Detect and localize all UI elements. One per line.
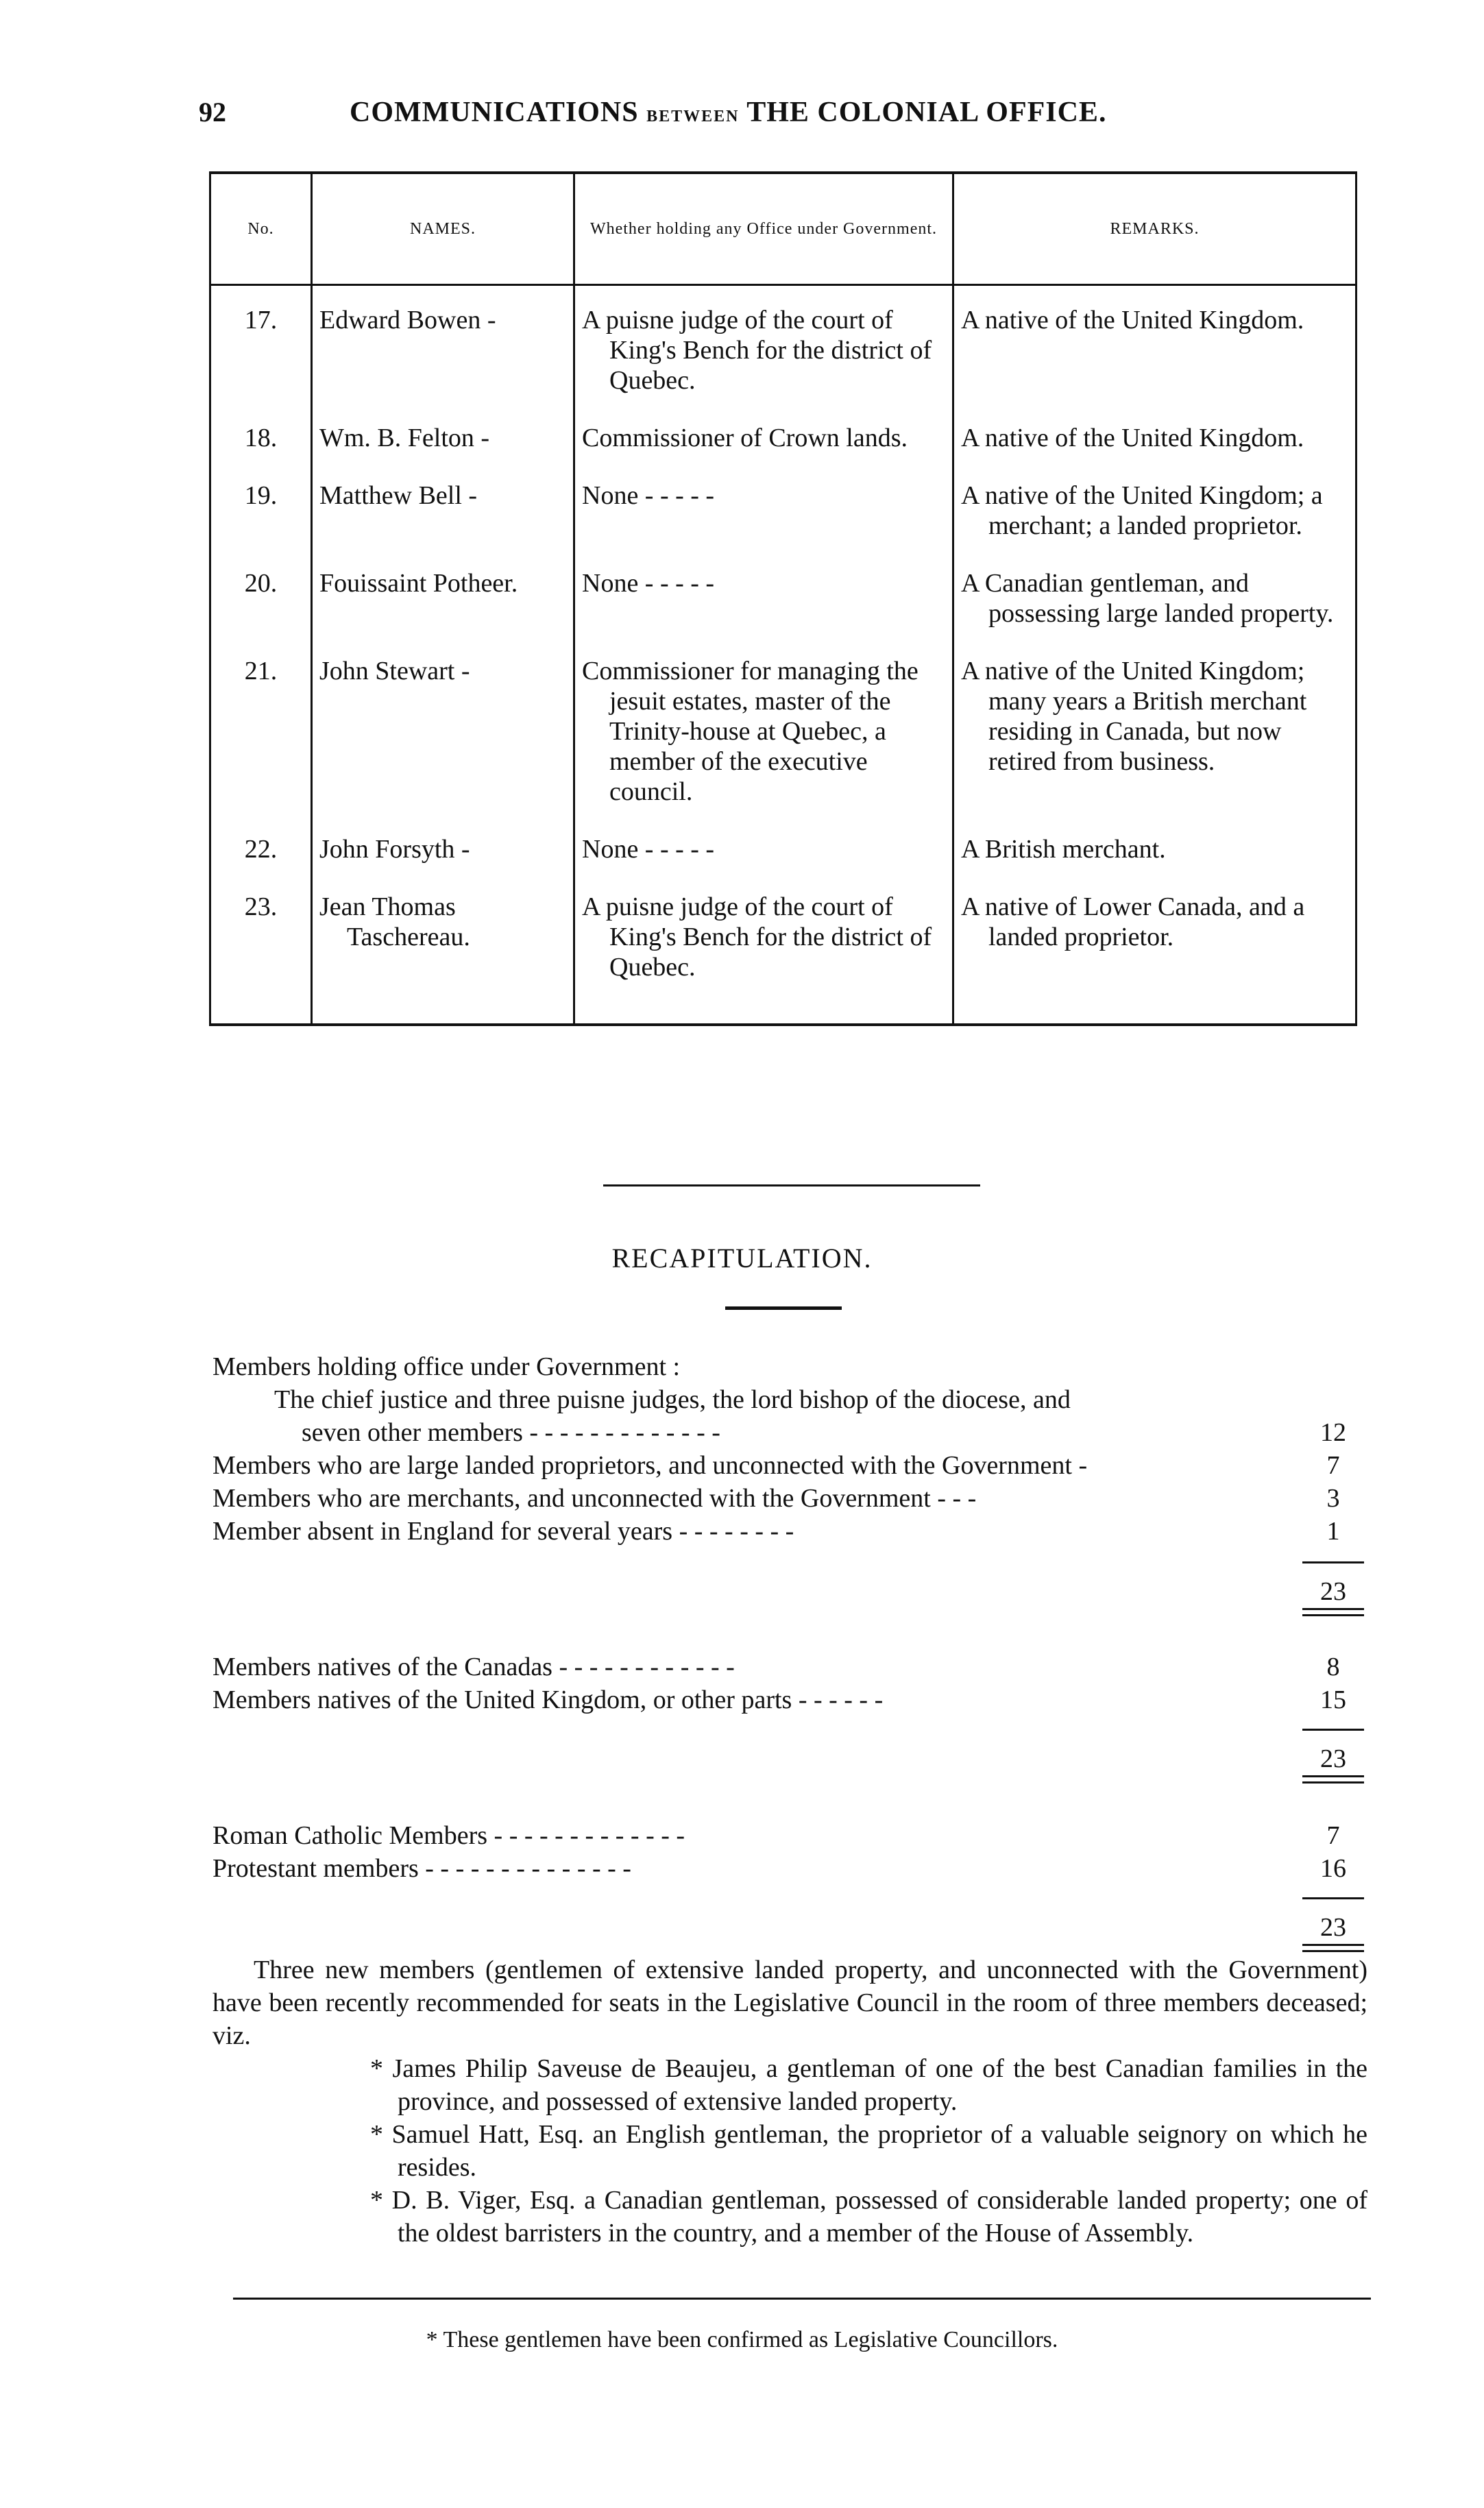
- recap-line: Roman Catholic Members - - - - - - - - - - - - - 7: [212, 1819, 1364, 1852]
- sum-rule: [1302, 1897, 1364, 1899]
- recap-value: 15: [1320, 1685, 1346, 1714]
- cell-office: None - - - - -: [574, 834, 953, 892]
- cell-office: Commissioner of Crown lands.: [574, 423, 953, 480]
- cell-name: John Forsyth -: [312, 834, 574, 892]
- column-header-no: No.: [210, 173, 312, 285]
- recap-line: The chief justice and three puisne judges, the lord bishop of the diocese, and: [274, 1385, 1071, 1414]
- recap-value: 1: [1326, 1517, 1340, 1546]
- cell-name: John Stewart -: [312, 656, 574, 834]
- cell-name: Edward Bowen -: [312, 285, 574, 424]
- cell-remarks: A British merchant.: [961, 835, 1166, 864]
- recap-total: 23: [212, 1716, 1364, 1785]
- recap-value: 3: [1326, 1484, 1340, 1513]
- cell-no: 21.: [210, 656, 312, 834]
- sum-rule: [1302, 1729, 1364, 1731]
- recap-title: RECAPITULATION.: [611, 1243, 873, 1274]
- recap-value: 16: [1320, 1854, 1346, 1883]
- recap-line: Members natives of the Canadas - - - - - - - - - - - - 8: [212, 1651, 1364, 1683]
- cell-no: 22.: [210, 834, 312, 892]
- recap-line: Members who are large landed proprietors, and unconnected with the Government - 7: [212, 1449, 1364, 1482]
- cell-no: 18.: [210, 423, 312, 480]
- cell-no: 19.: [210, 480, 312, 568]
- recap-line: Members natives of the United Kingdom, or other parts - - - - - - 15: [212, 1683, 1364, 1716]
- cell-remarks: A native of the United Kingdom; a merchant; a landed proprietor.: [961, 481, 1323, 540]
- cell-remarks: A native of the United Kingdom; many years a British merchant residing in Canada, but now retired from business.: [961, 657, 1307, 776]
- recap-line: Protestant members - - - - - - - - - - - - - - 16: [212, 1852, 1364, 1885]
- recap-total: 23: [212, 1885, 1364, 1953]
- footnote-rule: [233, 2298, 1371, 2300]
- column-header-office: Whether holding any Office under Government.: [574, 173, 953, 285]
- page-number: 92: [199, 97, 226, 127]
- cell-name: Fouissaint Potheer.: [312, 568, 574, 656]
- running-header: [185, 96, 1350, 137]
- running-title-between: BETWEEN: [646, 108, 740, 125]
- recap-title-underline: [725, 1306, 842, 1310]
- column-header-remarks: REMARKS.: [953, 173, 1357, 285]
- recap-value: 8: [1326, 1653, 1340, 1681]
- recap-value: 7: [1326, 1821, 1340, 1850]
- table-header-row: [210, 173, 1357, 285]
- double-rule: [1302, 1775, 1364, 1783]
- recap-value: 12: [1320, 1418, 1346, 1447]
- cell-no: 17.: [210, 285, 312, 424]
- table-row: [210, 656, 1357, 834]
- note-item: * Samuel Hatt, Esq. an English gentleman, the proprietor of a valuable seignory on which he resides.: [370, 2120, 1367, 2182]
- cell-office: A puisne judge of the court of King's Bench for the district of Quebec.: [574, 285, 953, 424]
- cell-office: None - - - - -: [574, 568, 953, 656]
- members-table: [209, 171, 1357, 1026]
- section-divider: [603, 1184, 980, 1186]
- recapitulation: [212, 1350, 1364, 1953]
- cell-no: 20.: [210, 568, 312, 656]
- running-title-part1: COMMUNICATIONS: [350, 97, 639, 128]
- cell-remarks: A Canadian gentleman, and possessing large landed property.: [961, 569, 1334, 628]
- table-row: [210, 568, 1357, 656]
- cell-name: Jean Thomas Taschereau.: [312, 892, 574, 1025]
- paragraph-intro: Three new members (gentlemen of extensive landed property, and unconnected with the Government) have been recently recommended for seats in the Legislative Council in the room of three members deceased; viz.: [212, 1956, 1367, 2050]
- table-row: [210, 480, 1357, 568]
- note-item: * D. B. Viger, Esq. a Canadian gentleman, possessed of considerable landed property; one of the oldest barristers in the country, and a member of the House of Assembly.: [370, 2186, 1367, 2248]
- cell-office: A puisne judge of the court of King's Bench for the district of Quebec.: [574, 892, 953, 1025]
- cell-name: Wm. B. Felton -: [312, 423, 574, 480]
- double-rule: [1302, 1608, 1364, 1616]
- recap-heading: Members holding office under Government :: [212, 1352, 681, 1381]
- members-table-wrap: [209, 171, 1357, 1117]
- footnote: * These gentlemen have been confirmed as Legislative Councillors.: [426, 2327, 1058, 2352]
- table-row: [210, 834, 1357, 892]
- cell-no: 23.: [210, 892, 312, 1025]
- cell-remarks: A native of the United Kingdom.: [961, 306, 1304, 334]
- sum-rule: [1302, 1561, 1364, 1563]
- new-members-paragraph: [212, 1953, 1367, 2250]
- running-title: [350, 96, 1106, 129]
- column-header-names: NAMES.: [312, 173, 574, 285]
- table-row: [210, 423, 1357, 480]
- note-item: * James Philip Saveuse de Beaujeu, a gentleman of one of the best Canadian families in the province, and possessed of extensive landed property.: [370, 2054, 1367, 2116]
- running-title-part2: THE COLONIAL OFFICE.: [746, 97, 1107, 128]
- recap-value: 7: [1326, 1451, 1340, 1480]
- recap-line: seven other members - - - - - - - - - - - - - 12: [212, 1416, 1364, 1449]
- cell-remarks: A native of the United Kingdom.: [961, 424, 1304, 452]
- recap-total: 23: [212, 1548, 1364, 1616]
- recap-line: Member absent in England for several years - - - - - - - - 1: [212, 1515, 1364, 1548]
- table-row: [210, 285, 1357, 424]
- recap-line: Members who are merchants, and unconnected with the Government - - - 3: [212, 1482, 1364, 1515]
- cell-office: Commissioner for managing the jesuit estates, master of the Trinity-house at Quebec, a member of the executive council.: [574, 656, 953, 834]
- cell-office: None - - - - -: [574, 480, 953, 568]
- cell-remarks: A native of Lower Canada, and a landed proprietor.: [961, 892, 1305, 951]
- table-row: [210, 892, 1357, 1025]
- double-rule: [1302, 1944, 1364, 1952]
- cell-name: Matthew Bell -: [312, 480, 574, 568]
